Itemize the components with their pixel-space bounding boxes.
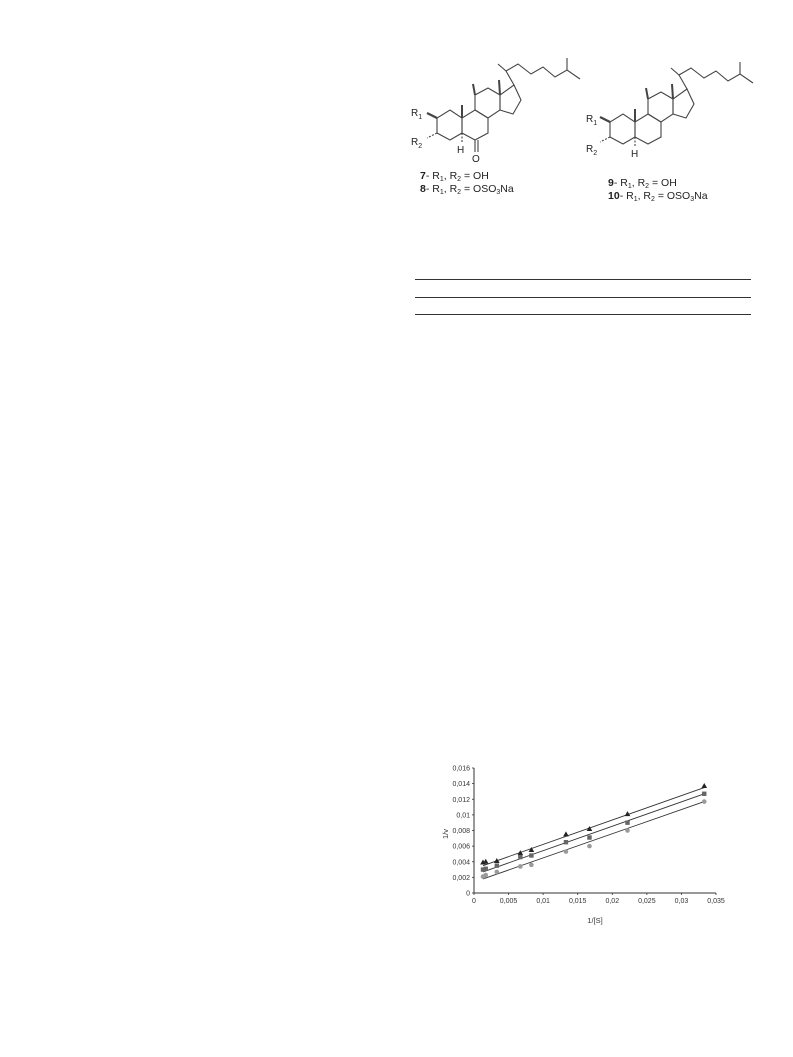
x-tick-label: 0,03 <box>674 898 689 905</box>
r1-label: $R_1$ <box>586 114 598 127</box>
x-tick-label: 0,005 <box>499 898 518 905</box>
data-point-square <box>484 867 488 871</box>
caption-line-10: 10- R1, R2 = OSO3Na <box>608 190 708 203</box>
caption-compounds-7-8 <box>418 168 598 196</box>
fit-line-triangle <box>483 788 704 866</box>
oxygen-label: O <box>472 154 480 165</box>
y-tick-label: 0,002 <box>452 874 470 882</box>
fit-line-circle <box>483 802 704 879</box>
r1-label: $R_1$ <box>411 108 423 121</box>
data-point-triangle <box>563 831 569 836</box>
x-ticks <box>472 893 725 905</box>
data-point-circle <box>564 849 569 854</box>
data-point-circle <box>702 799 707 804</box>
table-top-rule <box>415 279 751 280</box>
data-point-square <box>564 840 568 844</box>
data-point-square <box>518 855 522 859</box>
y-tick-label: 0,01 <box>456 812 470 820</box>
data-point-triangle <box>701 783 707 788</box>
data-point-circle <box>625 828 630 833</box>
y-axis-label: 1/v <box>441 828 450 840</box>
h-label: H <box>631 149 639 160</box>
data-point-square <box>587 835 591 839</box>
data-points <box>480 783 707 879</box>
data-point-square <box>529 853 533 857</box>
x-tick-label: 0 <box>472 898 476 905</box>
lineweaver-burk-plot <box>440 760 730 935</box>
y-tick-label: 0,012 <box>452 796 470 804</box>
data-point-circle <box>495 870 500 875</box>
y-tick-label: 0,006 <box>452 843 470 851</box>
data-point-circle <box>529 863 534 868</box>
r2-label: $R_2$ <box>586 144 598 157</box>
data-point-triangle <box>518 850 524 855</box>
data-point-square <box>625 820 629 824</box>
data-point-square <box>495 863 499 867</box>
data-point-circle <box>483 873 488 878</box>
caption-line-9: 9- R1, R2 = OH <box>608 177 677 190</box>
x-tick-label: 0,01 <box>536 898 550 905</box>
data-point-circle <box>587 844 592 849</box>
y-tick-label: 0,014 <box>452 781 470 789</box>
x-tick-label: 0,035 <box>707 898 725 905</box>
y-tick-label: 0,016 <box>452 765 470 773</box>
caption-compounds-9-10 <box>606 175 786 203</box>
fit-lines <box>483 788 704 879</box>
y-tick-label: 0,008 <box>452 828 470 835</box>
x-axis-label: 1/[S] <box>587 916 603 925</box>
caption-line-7: 7- R1, R2 = OH <box>420 170 489 183</box>
structure-labels-9-10 <box>578 62 768 182</box>
y-tick-label: 0 <box>466 890 470 898</box>
x-tick-label: 0,015 <box>568 898 587 905</box>
table-header-rule <box>415 297 751 298</box>
fit-line-square <box>483 794 704 872</box>
caption-line-8: 8- R1, R2 = OSO3Na <box>420 183 514 196</box>
x-tick-label: 0,02 <box>605 898 620 905</box>
table-bottom-rule <box>415 314 751 315</box>
y-tick-label: 0,004 <box>452 859 470 867</box>
r2-label: $R_2$ <box>411 137 423 150</box>
data-point-circle <box>518 864 523 869</box>
data-point-square <box>702 792 706 796</box>
h-label: H <box>457 145 465 156</box>
x-tick-label: 0,025 <box>638 898 656 905</box>
y-ticks <box>452 766 474 898</box>
